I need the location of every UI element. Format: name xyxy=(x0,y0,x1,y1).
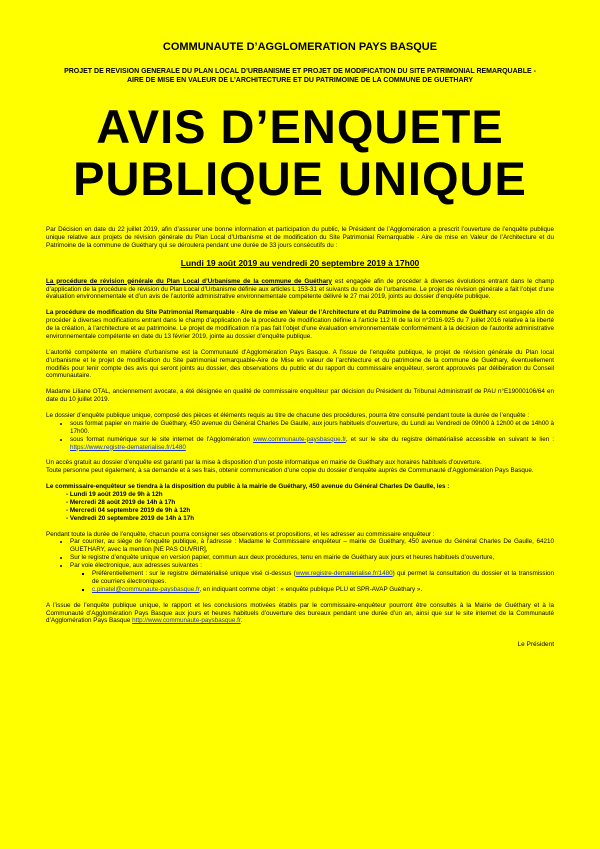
closing-end: . xyxy=(240,617,243,625)
observation-item-electronic xyxy=(70,562,554,594)
project-heading: PROJET DE REVISION GENERALE DU PLAN LOCAL D’URBANISME ET PROJET DE MODIFICATION DU SITE PATRIMONIAL REMARQUABLE - AIRE DE MISE EN VALEUR DE L’ARCHITECTURE ET DU PATRIMOINE DE LA COMMUNE DE GUETHARY xyxy=(64,68,536,84)
observations-lead: Pendant toute la durée de l’enquête, chacun pourra consigner ses observations et propositions, et les adresser au commissaire enquêteur : xyxy=(46,530,435,538)
observations-list xyxy=(46,538,554,593)
email-link[interactable]: c.pinatel@communaute-paysbasque.fr xyxy=(92,585,200,593)
dossier-item-digital-mid: , et sur le site du registre dématérialisé accessible en suivant le lien : xyxy=(345,435,554,443)
copy-paragraph: Toute personne peut également, à sa demande et à ses frais, obtenir communication d’une copie du dossier d’enquête auprès de Communauté d’Agglomération Pays Basque. xyxy=(46,467,534,475)
enquiry-dates: Lundi 19 août 2019 au vendredi 20 septembre 2019 à 17h00 xyxy=(180,257,420,268)
closing-paragraph xyxy=(46,602,554,626)
observation-item-register: • Sur le registre d’enquête unique en version papier, commun aux deux procédures, tenu en mairie de Guéthary aux jours et heures habituels d’ouverture, xyxy=(70,554,554,562)
spr-text: est engagée afin de procéder à diverses modifications entrant dans le champ d’application de la procédure de modification définie à l’article 112 III de la loi n°2016-925 du 7 juillet 2016 relative à la liberté de la création, à l’architecture et au patrimoine. Le projet de modification n’a pas fait l’objet d’une évaluation environnementale conformément à la décision de l’autorité administrative environnementale compétente en date du 13 février 2019, jointe au dossier d’enquête publique. xyxy=(46,309,554,340)
electronic-sublist xyxy=(70,570,554,594)
notice-title-line2: PUBLIQUE UNIQUE xyxy=(73,152,527,205)
access-paragraph: Un accès gratuit au dossier d’enquête est garanti par la mise à disposition d’un poste informatique en mairie de Guéthary aux horaires habituels d’ouverture. xyxy=(46,459,482,467)
registre-link[interactable]: https://www.registre-dematerialise.fr/1480 xyxy=(70,443,186,451)
authority-paragraph: L’autorité compétente en matière d’urbanisme est la Communauté d’Agglomération Pays Basque. A l’issue de l’enquête publique, le projet de révision générale du Plan local d’urbanisme et le projet de modification du Site patrimonial remarquable-Aire de Mise en valeur de l’architecture et du patrimoine de la commune de Guéthary, éventuellement modifiés pour tenir compte des avis qui seront joints au dossier, des observations du public et du rapport du commissaire enquêteur, seront approuvés par délibération du Conseil communautaire. xyxy=(46,348,554,380)
dossier-list xyxy=(46,420,554,452)
organization-name: COMMUNAUTE D’AGGLOMERATION PAYS BASQUE xyxy=(162,41,438,53)
signature: Le Président xyxy=(517,641,554,649)
electronic-item-registre xyxy=(92,570,554,586)
permanence-item: - Lundi 19 août 2019 de 9h à 12h xyxy=(66,491,163,498)
intro-paragraph: Par Décision en date du 22 juillet 2019, afin d’assurer une bonne information et participation du public, le Président de l’Agglomération a prescrit l’ouverture de l’enquête publique unique relative aux projets de révision générale du Plan Local d’Urbanisme et de modification du Site Patrimonial Remarquable - Aire de mise en Valeur de l’Architecture et du Patrimoine de la commune de Guéthary qui se déroulera pendant une durée de 33 jours consécutifs du : xyxy=(46,226,554,249)
dossier-item-digital-text: sous format numérique sur le site internet de l’Agglomération xyxy=(70,435,254,443)
dossier-item-digital xyxy=(70,436,554,452)
permanences-lead: Le commissaire-enquêteur se tiendra à la disposition du public à la mairie de Guéthary, 450 avenue du Général Charles De Gaulle, les : xyxy=(46,483,450,491)
plu-paragraph xyxy=(46,278,554,302)
notice-body xyxy=(46,226,554,649)
closing-text: A l’issue de l’enquête publique unique, le rapport et les conclusions motivées établis par le commissaire-enquêteur pourront être consultés à la Mairie de Guéthary et à la Communauté d’Agglomération Pays Basque aux jours et heures habituels d’ouverture des bureaux pendant une durée d’un an, ainsi que sur le site internet de la Communauté d’Agglomération Pays Basque xyxy=(46,601,554,625)
permanence-item: - Mercredi 04 septembre 2019 de 9h à 12h xyxy=(66,506,191,514)
electronic-item-registre-pre: Préférentiellement : sur le registre dématérialisé unique visé ci-dessus ( xyxy=(92,570,296,578)
agglo-website-link[interactable]: www.communaute-paysbasque.fr xyxy=(253,435,346,443)
notice-title xyxy=(46,101,554,205)
spr-paragraph xyxy=(46,309,554,341)
electronic-item-email xyxy=(92,586,554,594)
registre-link-2[interactable]: www.registre-dematerialise.fr/1480 xyxy=(295,570,393,578)
permanences-list xyxy=(46,491,554,523)
permanence-item: - Mercredi 28 août 2019 de 14h à 17h xyxy=(66,498,176,506)
commissioner-paragraph: Madame Liliane OTAL, anciennement avocate, a été désignée en qualité de commissaire enquêteur par décision du Président du Tribunal Administratif de PAU n°E19000106/64 en date du 10 juillet 2019. xyxy=(46,388,554,404)
observation-item-mail: • Par courrier, au siège de l’enquête publique, à l’adresse : Madame le Commissaire enquêteur – mairie de Guéthary, 450 avenue du Général Charles De Gaulle, 64210 GUETHARY, avec la mention [NE PAS OUVRIR], xyxy=(70,538,554,554)
spr-bold: La procédure de modification du Site Patrimonial Remarquable - Aire de mise en Valeur de l’Architecture et du Patrimoine de la commune de Guéthary xyxy=(46,309,497,317)
dossier-item-paper: • sous format papier en mairie de Guéthary, 450 avenue du Général Charles De Gaulle, aux jours habituels d’ouverture, du Lundi au Vendredi de 09h00 à 12h00 et de 14h00 à 17h00. xyxy=(70,420,554,436)
observation-item-electronic-text: Par voie électronique, aux adresses suivantes : xyxy=(70,562,202,570)
permanence-item: - Vendredi 20 septembre 2019 de 14h à 17h xyxy=(66,514,195,522)
dossier-lead: Le dossier d’enquête publique unique, composé des pièces et éléments requis au titre de chacune des procédures, pourra être consulté pendant toute la durée de l’enquête : xyxy=(46,411,530,419)
electronic-item-email-post: , en indiquant comme objet : « enquête publique PLU et SPR-AVAP Guéthary ». xyxy=(199,585,423,593)
plu-bold: La procédure de révision générale du Plan Local d’Urbanisme de la commune de Guéthary xyxy=(46,277,333,285)
notice-title-line1: AVIS D’ENQUETE xyxy=(96,100,504,153)
electronic-item-registre-post: ) qui permet la consultation du dossier et la transmission de courriers électroniques. xyxy=(92,570,554,585)
plu-text: est engagée afin de procéder à diverses évolutions entrant dans le champ d’application de la procédure de révision du Plan Local d’Urbanisme définie aux articles L 153-31 et suivants du code de l’urbanisme. Le projet de révision générale a fait l’objet d’une évaluation environnementale et d’un avis de l’autorité administrative environnementale compétente délivré le 27 mai 2019, joints au dossier d’enquête publique. xyxy=(46,277,554,301)
agglo-website-link-2[interactable]: http://www.communaute-paysbasque.fr xyxy=(132,617,241,625)
